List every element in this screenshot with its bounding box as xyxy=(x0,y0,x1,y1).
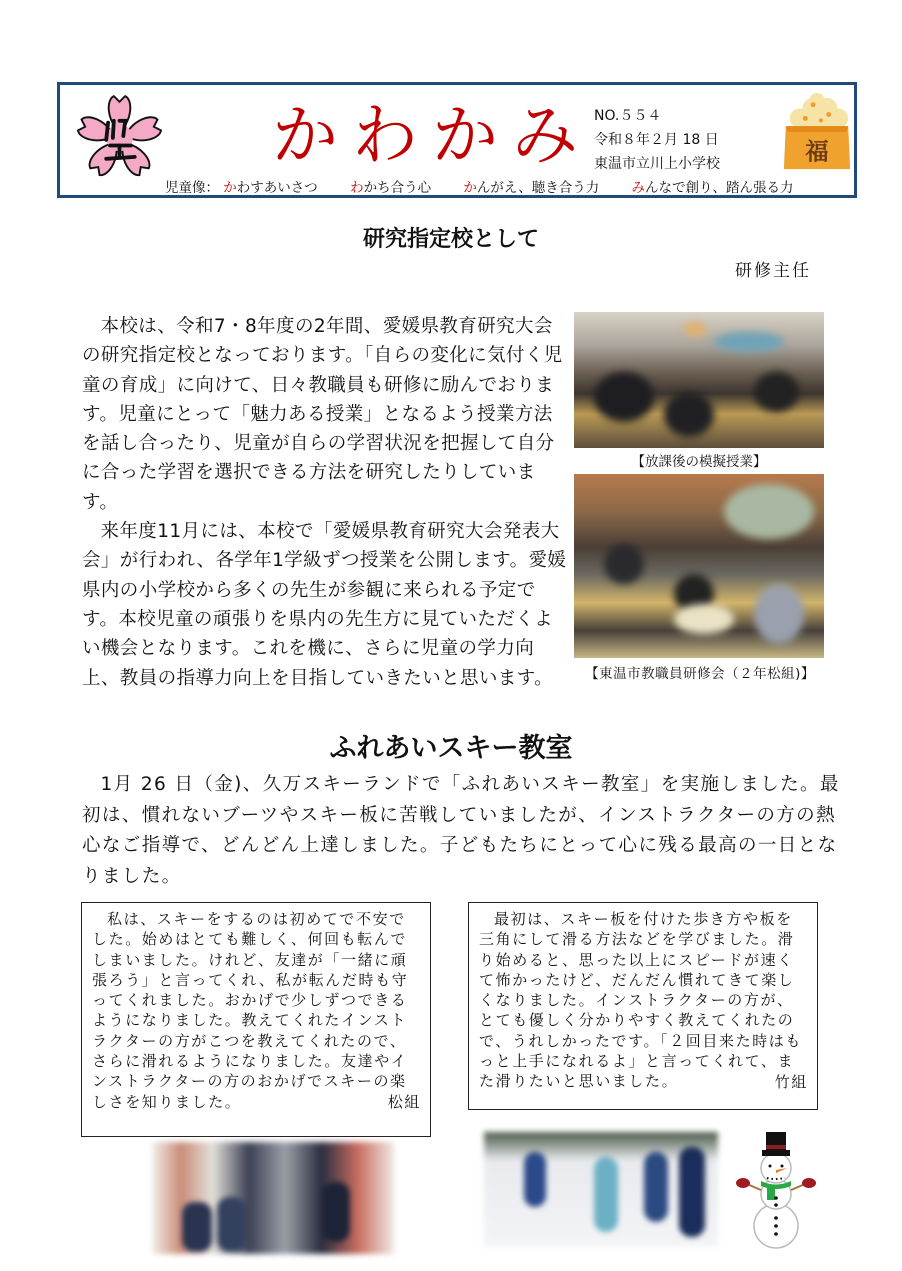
motto-initial-3: か xyxy=(463,180,477,196)
photo-caption-teacher-training: 【東温市教職員研修会（２年松組)】 xyxy=(585,666,815,682)
section-title-ski: ふれあいスキー教室 xyxy=(329,733,573,764)
research-paragraph-2: 来年度11月には、本校で「愛媛県教育研究大会発表大会」が行われ、各学年1学級ずつ授業を公開します。愛媛県内の小学校から多くの先生が参観に来られる予定です。本校児童の頑張りを県内の先生方に見ていただくよい機会となります。これを機に、さらに児童の学力向上、教員の指導力向上を目指していきたいと思います。 xyxy=(82,521,567,689)
section-title-research: 研究指定校として xyxy=(362,227,539,252)
motto-text-4: んなで創り、踏ん張る力 xyxy=(645,180,794,196)
research-article-body xyxy=(82,312,567,693)
impression-text-matsu: 私は、スキーをするのは初めてで不安でした。始めはとても難しく、何回も転んでしまいました。けれど、友達が「一緒に頑張ろう」と言ってくれ、私が転んだ時も守ってくれました。おかげで少しずつできるようになりました。教えてくれたインストラクターの方がこつを教えてくれたので、さらに滑れるようになりました。友達やインストラクターの方のおかげでスキーの楽しさを知りました。 xyxy=(92,910,409,1111)
motto-text-3: んがえ、聴き合う力 xyxy=(476,180,600,196)
issue-number: NO.５５４ xyxy=(594,108,662,124)
newsletter-title: かわかみ xyxy=(272,97,592,174)
section-author: 研修主任 xyxy=(735,261,811,281)
photo-ski-lift xyxy=(152,1142,394,1254)
photo-mock-lesson xyxy=(574,312,824,448)
fuku-bean-box-icon xyxy=(778,92,856,174)
student-ideal-motto xyxy=(165,176,794,196)
photo-ski-slope xyxy=(484,1132,718,1247)
school-name: 東温市立川上小学校 xyxy=(594,156,720,172)
svg-text:福: 福 xyxy=(805,137,829,166)
motto-initial-2: わ xyxy=(350,180,364,196)
impression-box-matsu xyxy=(81,902,431,1137)
impression-class-matsu: 松組 xyxy=(387,1092,421,1111)
photo-caption-mock-lesson: 【放課後の模擬授業】 xyxy=(631,454,767,470)
issue-meta xyxy=(594,104,720,176)
sakura-school-emblem-icon xyxy=(72,92,167,180)
motto-initial-4: み xyxy=(631,180,645,196)
motto-initial-1: か xyxy=(223,180,237,196)
snowman-icon xyxy=(733,1128,819,1252)
photo-teacher-training xyxy=(574,474,824,658)
impression-class-take: 竹組 xyxy=(774,1072,808,1091)
ski-paragraph: 1月 26 日（金)、久万スキーランドで「ふれあいスキー教室」を実施しました。最初は、慣れないブーツやスキー板に苦戦していましたが、インストラクターの方の熱心なご指導で、どんどん上達しました。子どもたちにとって心に残る最高の一日となりました。 xyxy=(82,774,840,887)
impression-text-take: 最初は、スキー板を付けた歩き方や板を三角にして滑る方法などを学びました。滑り始めると、思った以上にスピードが速くて怖かったけど、だんだん慣れてきて楽しくなりました。インストラクターの方が、とても優しく分かりやすく教えてくれたので、うれしかったです。「２回目来た時はもっと上手になれるよ」と言ってくれて、また滑りたいと思いました。 xyxy=(479,910,803,1091)
impression-box-take xyxy=(468,902,818,1110)
research-paragraph-1: 本校は、令和7・8年度の2年間、愛媛県教育研究大会の研究指定校となっております。「自らの変化に気付く児童の育成」に向けて、日々教職員も研修に励んでおります。児童にとって「魅力ある授業」となるよう授業方法を話し合ったり、児童が自らの学習状況を把握して自分に合った学習を選択できる方法を研究したりしています。 xyxy=(82,316,563,513)
issue-date: 令和８年２月 18 日 xyxy=(594,132,719,148)
motto-text-1: わすあいさつ xyxy=(236,180,318,196)
ski-article-body xyxy=(82,770,842,892)
motto-text-2: かち合う心 xyxy=(363,180,432,196)
motto-label: 児童像： xyxy=(165,180,219,196)
